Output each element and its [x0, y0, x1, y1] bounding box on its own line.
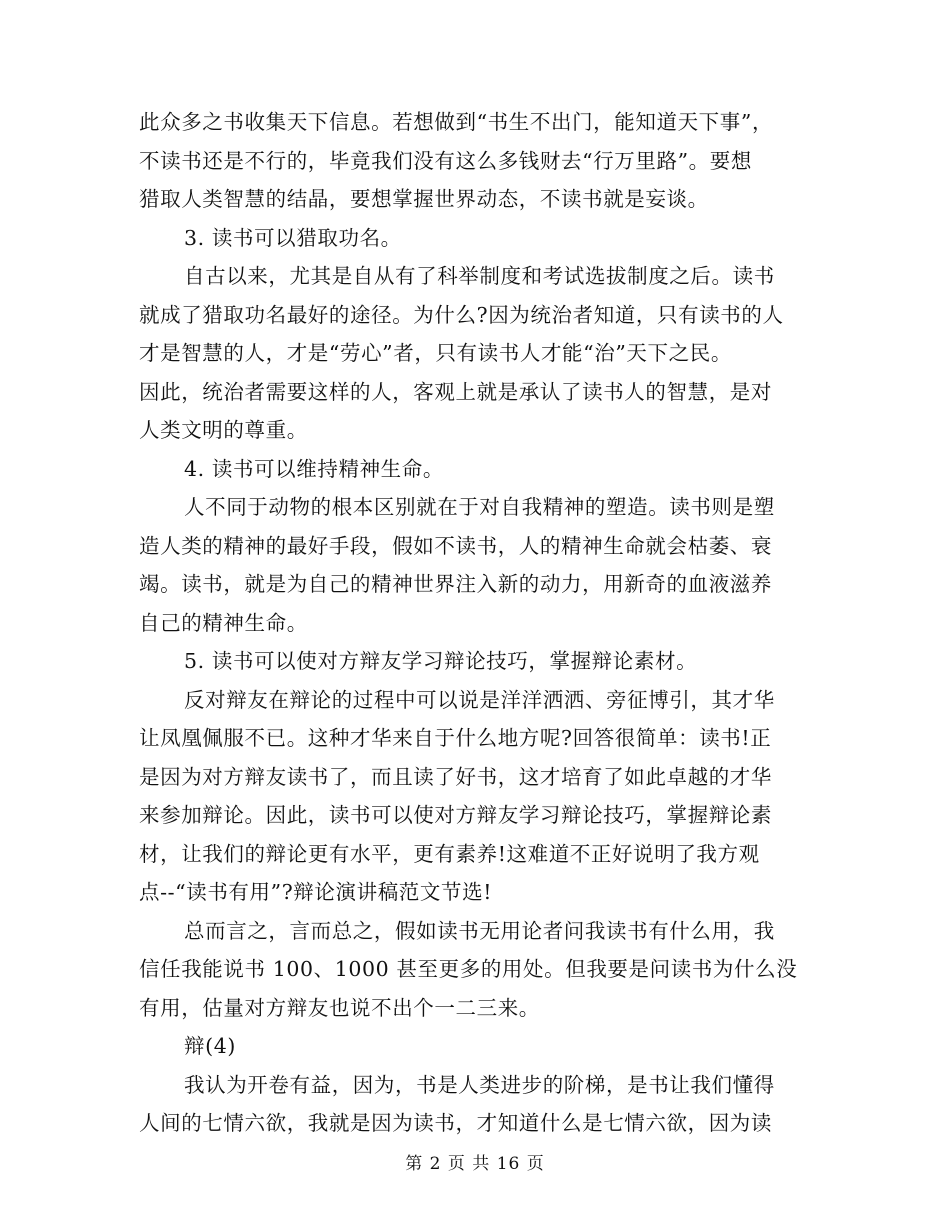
text-line: 就成了猎取功名最好的途径。为什么?因为统治者知道，只有读书的人	[139, 302, 784, 327]
paragraph	[139, 488, 804, 642]
text-line: 此众多之书收集天下信息。若想做到“书生不出门，能知道天下事”，	[139, 110, 774, 134]
paragraph	[139, 1066, 804, 1143]
paragraph	[139, 103, 804, 219]
text-line: 因此，统治者需要这样的人，客观上就是承认了读书人的智慧，是对	[139, 379, 772, 404]
document-body	[139, 103, 804, 1143]
section-heading	[139, 450, 804, 489]
text-line: 材，让我们的辩论更有水平，更有素养!这难道不正好说明了我方观	[139, 841, 760, 866]
text-line: 人不同于动物的根本区别就在于对自我精神的塑造。读书则是塑	[184, 495, 775, 519]
text-line: 5. 读书可以使对方辩友学习辩论技巧，掌握辩论素材。	[184, 649, 698, 673]
text-line: 猎取人类智慧的结晶，要想掌握世界动态，不读书就是妄谈。	[139, 187, 709, 211]
text-line: 竭。读书，就是为自己的精神世界注入新的动力，用新奇的血液滋养	[139, 572, 772, 596]
text-line: 反对辩友在辩论的过程中可以说是洋洋洒洒、旁征博引，其才华	[184, 687, 775, 712]
paragraph	[139, 257, 804, 450]
text-line: 辩(4)	[184, 1034, 236, 1058]
text-line: 来参加辩论。因此，读书可以使对方辩友学习辩论技巧，掌握辩论素	[139, 803, 772, 827]
text-line: 自己的精神生命。	[139, 610, 308, 635]
section-heading	[139, 642, 804, 681]
text-line: 让凤凰佩服不已。这种才华来自于什么地方呢?回答很简单：读书!正	[139, 726, 772, 750]
text-line: 是因为对方辩友读书了，而且读了好书，这才培育了如此卓越的才华	[139, 764, 772, 789]
text-line: 4. 读书可以维持精神生命。	[184, 456, 444, 481]
text-line: 不读书还是不行的，毕竟我们没有这么多钱财去“行万里路”。要想	[139, 148, 752, 173]
text-line: 总而言之，言而总之，假如读书无用论者问我读书有什么用，我	[184, 918, 775, 943]
text-line: 点--“读书有用”?辩论演讲稿范文节选!	[139, 880, 493, 904]
section-heading	[139, 219, 804, 258]
text-line: 人类文明的尊重。	[139, 418, 308, 442]
paragraph	[139, 912, 804, 1028]
text-line: 我认为开卷有益，因为，书是人类进步的阶梯，是书让我们懂得	[184, 1072, 775, 1097]
page-number-footer: 第 2 页 共 16 页	[405, 1154, 545, 1174]
text-line: 信任我能说书 100、1000 甚至更多的用处。但我要是问读书为什么没	[139, 957, 798, 981]
paragraph	[139, 681, 804, 912]
text-line: 才是智慧的人，才是“劳心”者，只有读书人才能“治”天下之民。	[139, 341, 732, 365]
text-line: 造人类的精神的最好手段，假如不读书，人的精神生命就会枯萎、衰	[139, 533, 772, 558]
text-line: 3. 读书可以猎取功名。	[184, 225, 402, 250]
section-heading	[139, 1027, 804, 1066]
text-line: 自古以来，尤其是自从有了科举制度和考试选拔制度之后。读书	[184, 264, 775, 288]
text-line: 有用，估量对方辩友也说不出个一二三来。	[139, 995, 540, 1020]
text-line: 人间的七情六欲，我就是因为读书，才知道什么是七情六欲，因为读	[139, 1111, 772, 1135]
